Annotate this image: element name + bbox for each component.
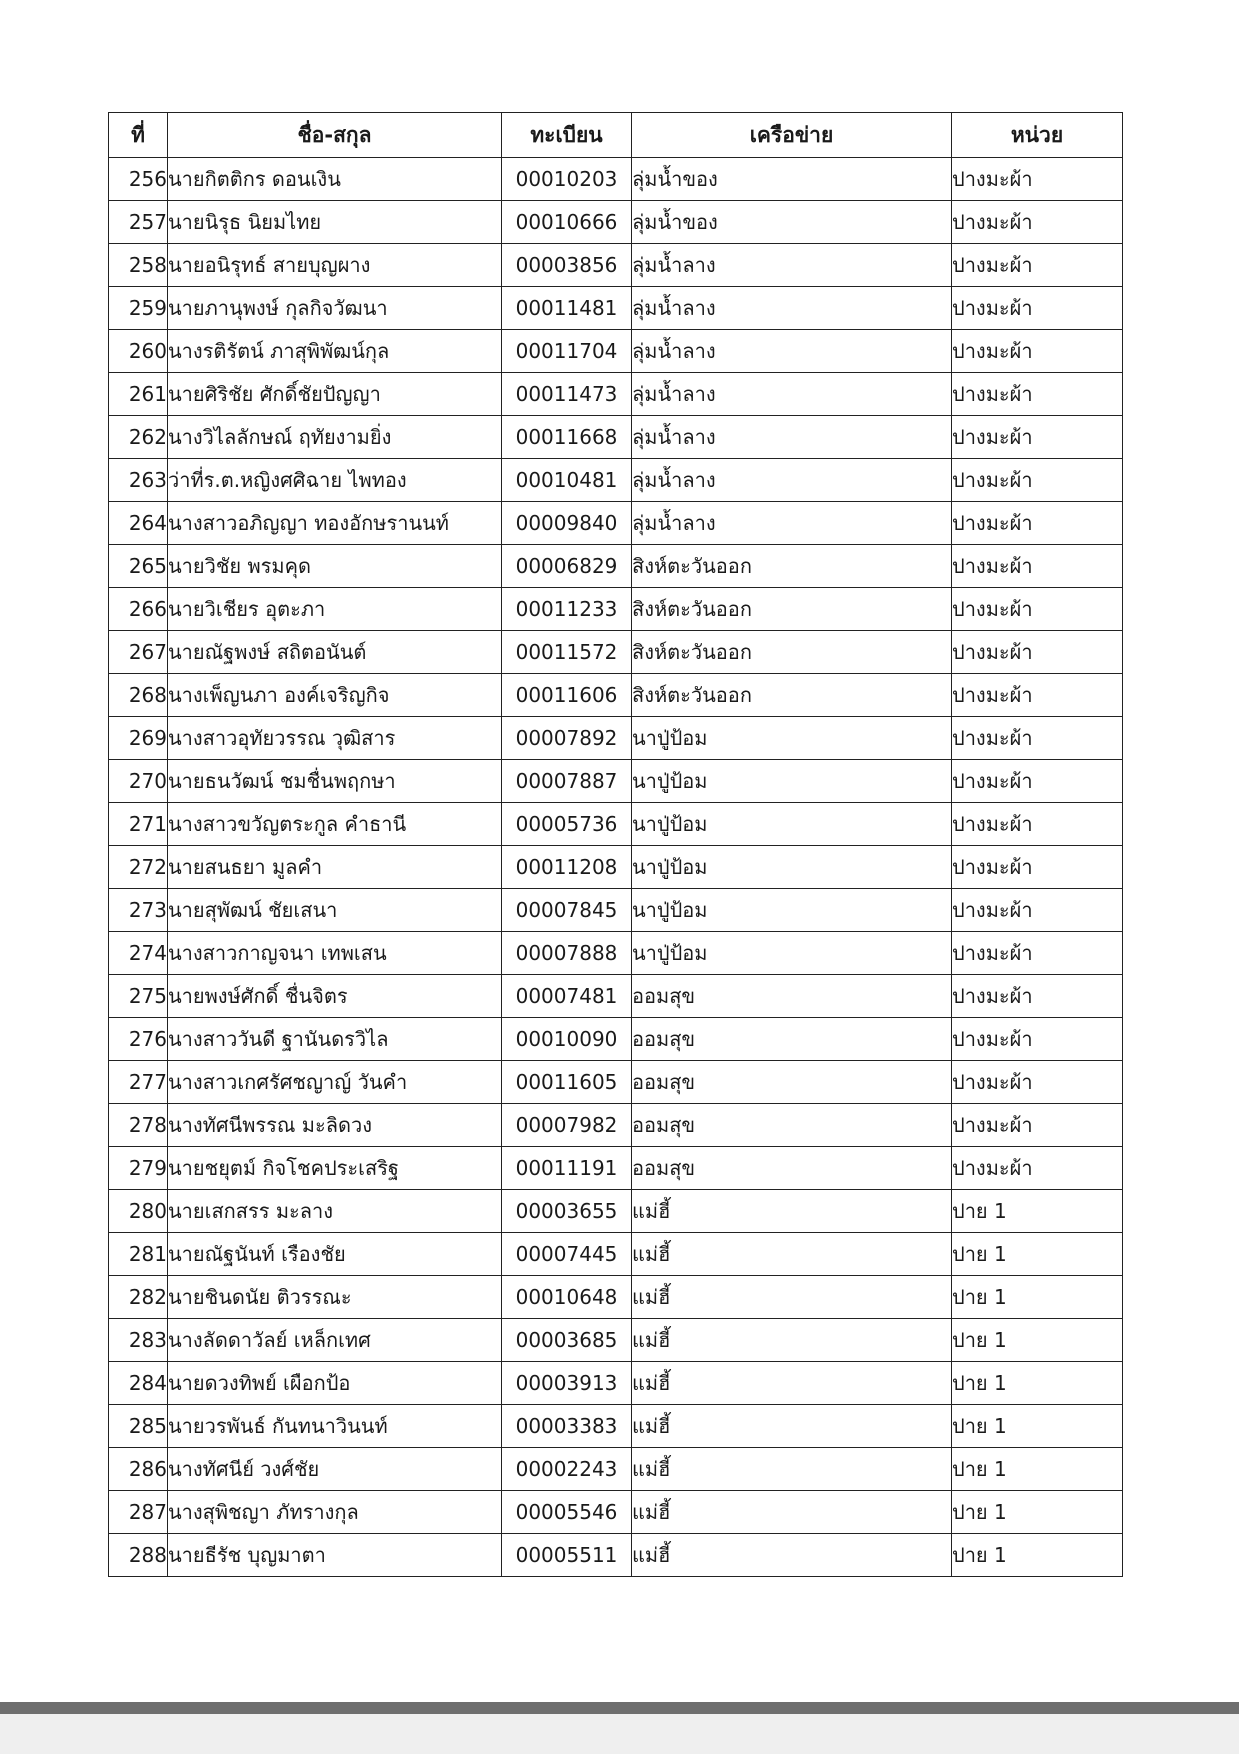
- cell-name: นางทัศนีย์ วงศ์ชัย: [168, 1448, 502, 1491]
- cell-network: ออมสุข: [632, 1018, 952, 1061]
- cell-reg: 00007445: [502, 1233, 632, 1276]
- cell-reg: 00003655: [502, 1190, 632, 1233]
- table-row: [109, 545, 1123, 588]
- cell-reg: 00009840: [502, 502, 632, 545]
- cell-reg: 00010666: [502, 201, 632, 244]
- cell-reg: 00005511: [502, 1534, 632, 1577]
- cell-network: นาปู่ป้อม: [632, 889, 952, 932]
- cell-name: นายชยุตม์ กิจโชคประเสริฐ: [168, 1147, 502, 1190]
- cell-network: สิงห์ตะวันออก: [632, 631, 952, 674]
- cell-name: นายธนวัฒน์ ชมชื่นพฤกษา: [168, 760, 502, 803]
- cell-no: 286: [109, 1448, 168, 1491]
- cell-reg: 00005736: [502, 803, 632, 846]
- cell-no: 280: [109, 1190, 168, 1233]
- table-row: [109, 932, 1123, 975]
- cell-name: นางวิไลลักษณ์ ฤทัยงามยิ่ง: [168, 416, 502, 459]
- cell-reg: 00007892: [502, 717, 632, 760]
- table-row: [109, 416, 1123, 459]
- cell-no: 261: [109, 373, 168, 416]
- cell-network: นาปู่ป้อม: [632, 803, 952, 846]
- cell-network: ลุ่มน้ำของ: [632, 201, 952, 244]
- cell-network: แม่ฮี้: [632, 1362, 952, 1405]
- cell-name: นางสุพิชญา ภัทรางกุล: [168, 1491, 502, 1534]
- table-row: [109, 373, 1123, 416]
- cell-reg: 00011481: [502, 287, 632, 330]
- cell-name: นายณัฐพงษ์ สถิตอนันต์: [168, 631, 502, 674]
- table-row: [109, 717, 1123, 760]
- scan-edge-margin: [0, 1714, 1239, 1754]
- table-row: [109, 803, 1123, 846]
- table-row: [109, 1405, 1123, 1448]
- cell-reg: 00002243: [502, 1448, 632, 1491]
- table-row: [109, 244, 1123, 287]
- cell-no: 262: [109, 416, 168, 459]
- table-row: [109, 674, 1123, 717]
- cell-name: นางลัดดาวัลย์ เหล็กเทศ: [168, 1319, 502, 1362]
- cell-unit: ปาย 1: [952, 1448, 1123, 1491]
- table-row: [109, 588, 1123, 631]
- cell-unit: ปางมะผ้า: [952, 244, 1123, 287]
- header-unit: หน่วย: [952, 113, 1123, 158]
- cell-name: นายวรพันธ์ กันทนาวินนท์: [168, 1405, 502, 1448]
- table-header: [109, 113, 1123, 158]
- table-body: [109, 158, 1123, 1577]
- cell-reg: 00003685: [502, 1319, 632, 1362]
- scan-edge-bar: [0, 1702, 1239, 1714]
- cell-network: แม่ฮี้: [632, 1190, 952, 1233]
- header-no: ที่: [109, 113, 168, 158]
- cell-name: นายดวงทิพย์ เผือกป้อ: [168, 1362, 502, 1405]
- cell-name: นางรติรัตน์ ภาสุพิพัฒน์กุล: [168, 330, 502, 373]
- cell-network: ออมสุข: [632, 1147, 952, 1190]
- cell-unit: ปางมะผ้า: [952, 631, 1123, 674]
- cell-no: 258: [109, 244, 168, 287]
- cell-name: นางทัศนีพรรณ มะลิดวง: [168, 1104, 502, 1147]
- cell-network: แม่ฮี้: [632, 1534, 952, 1577]
- cell-unit: ปาย 1: [952, 1491, 1123, 1534]
- cell-no: 264: [109, 502, 168, 545]
- header-name: ชื่อ-สกุล: [168, 113, 502, 158]
- cell-no: 270: [109, 760, 168, 803]
- cell-reg: 00007887: [502, 760, 632, 803]
- cell-name: นางสาวกาญจนา เทพเสน: [168, 932, 502, 975]
- cell-name: นายธีรัช บุญมาตา: [168, 1534, 502, 1577]
- table-row: [109, 1147, 1123, 1190]
- cell-name: นางสาวอุทัยวรรณ วุฒิสาร: [168, 717, 502, 760]
- cell-reg: 00005546: [502, 1491, 632, 1534]
- cell-network: นาปู่ป้อม: [632, 760, 952, 803]
- cell-unit: ปางมะผ้า: [952, 1061, 1123, 1104]
- cell-unit: ปาย 1: [952, 1233, 1123, 1276]
- cell-reg: 00011605: [502, 1061, 632, 1104]
- cell-unit: ปางมะผ้า: [952, 717, 1123, 760]
- header-row: [109, 113, 1123, 158]
- table-row: [109, 1491, 1123, 1534]
- cell-network: ลุ่มน้ำลาง: [632, 416, 952, 459]
- table-row: [109, 631, 1123, 674]
- cell-name: นายศิริชัย ศักดิ์ชัยปัญญา: [168, 373, 502, 416]
- cell-network: ลุ่มน้ำลาง: [632, 373, 952, 416]
- cell-reg: 00010648: [502, 1276, 632, 1319]
- cell-unit: ปางมะผ้า: [952, 502, 1123, 545]
- cell-no: 269: [109, 717, 168, 760]
- cell-name: นายเสกสรร มะลาง: [168, 1190, 502, 1233]
- cell-reg: 00011704: [502, 330, 632, 373]
- cell-unit: ปางมะผ้า: [952, 846, 1123, 889]
- cell-unit: ปางมะผ้า: [952, 1147, 1123, 1190]
- cell-reg: 00007982: [502, 1104, 632, 1147]
- cell-no: 277: [109, 1061, 168, 1104]
- cell-no: 272: [109, 846, 168, 889]
- table-row: [109, 760, 1123, 803]
- cell-unit: ปาย 1: [952, 1319, 1123, 1362]
- cell-no: 285: [109, 1405, 168, 1448]
- cell-network: นาปู่ป้อม: [632, 932, 952, 975]
- cell-no: 278: [109, 1104, 168, 1147]
- cell-name: นายสนธยา มูลคำ: [168, 846, 502, 889]
- cell-network: สิงห์ตะวันออก: [632, 588, 952, 631]
- cell-reg: 00003856: [502, 244, 632, 287]
- cell-no: 265: [109, 545, 168, 588]
- table-row: [109, 1233, 1123, 1276]
- cell-reg: 00003913: [502, 1362, 632, 1405]
- cell-no: 288: [109, 1534, 168, 1577]
- cell-unit: ปางมะผ้า: [952, 416, 1123, 459]
- cell-name: นายวิเชียร อุตะภา: [168, 588, 502, 631]
- cell-network: แม่ฮี้: [632, 1319, 952, 1362]
- cell-network: ลุ่มน้ำลาง: [632, 459, 952, 502]
- cell-network: ออมสุข: [632, 1061, 952, 1104]
- cell-no: 287: [109, 1491, 168, 1534]
- cell-name: ว่าที่ร.ต.หญิงศศิฉาย ไพทอง: [168, 459, 502, 502]
- table-row: [109, 1018, 1123, 1061]
- table-row: [109, 330, 1123, 373]
- cell-network: ลุ่มน้ำลาง: [632, 502, 952, 545]
- table-row: [109, 1534, 1123, 1577]
- cell-network: นาปู่ป้อม: [632, 717, 952, 760]
- cell-network: ลุ่มน้ำลาง: [632, 244, 952, 287]
- cell-network: นาปู่ป้อม: [632, 846, 952, 889]
- cell-unit: ปาย 1: [952, 1362, 1123, 1405]
- cell-unit: ปางมะผ้า: [952, 1018, 1123, 1061]
- cell-unit: ปาย 1: [952, 1190, 1123, 1233]
- cell-unit: ปางมะผ้า: [952, 373, 1123, 416]
- table-row: [109, 1190, 1123, 1233]
- cell-reg: 00011606: [502, 674, 632, 717]
- cell-reg: 00011233: [502, 588, 632, 631]
- cell-network: ลุ่มน้ำลาง: [632, 330, 952, 373]
- cell-unit: ปางมะผ้า: [952, 459, 1123, 502]
- cell-network: แม่ฮี้: [632, 1233, 952, 1276]
- table-row: [109, 502, 1123, 545]
- cell-network: ลุ่มน้ำลาง: [632, 287, 952, 330]
- cell-no: 275: [109, 975, 168, 1018]
- cell-reg: 00011191: [502, 1147, 632, 1190]
- cell-name: นายพงษ์ศักดิ์ ชื่นจิตร: [168, 975, 502, 1018]
- cell-name: นายนิรุธ นิยมไทย: [168, 201, 502, 244]
- header-network: เครือข่าย: [632, 113, 952, 158]
- table-row: [109, 889, 1123, 932]
- cell-reg: 00010481: [502, 459, 632, 502]
- cell-name: นายวิชัย พรมคุด: [168, 545, 502, 588]
- cell-reg: 00007888: [502, 932, 632, 975]
- cell-unit: ปางมะผ้า: [952, 158, 1123, 201]
- cell-unit: ปางมะผ้า: [952, 760, 1123, 803]
- table-row: [109, 846, 1123, 889]
- cell-no: 266: [109, 588, 168, 631]
- cell-reg: 00007481: [502, 975, 632, 1018]
- cell-unit: ปางมะผ้า: [952, 889, 1123, 932]
- cell-reg: 00006829: [502, 545, 632, 588]
- cell-reg: 00007845: [502, 889, 632, 932]
- cell-no: 279: [109, 1147, 168, 1190]
- cell-name: นายอนิรุทธ์ สายบุญผาง: [168, 244, 502, 287]
- cell-name: นายณัฐนันท์ เรืองชัย: [168, 1233, 502, 1276]
- table-row: [109, 1276, 1123, 1319]
- cell-no: 282: [109, 1276, 168, 1319]
- cell-reg: 00011208: [502, 846, 632, 889]
- cell-unit: ปาย 1: [952, 1276, 1123, 1319]
- table-row: [109, 1104, 1123, 1147]
- cell-reg: 00003383: [502, 1405, 632, 1448]
- cell-no: 284: [109, 1362, 168, 1405]
- cell-no: 256: [109, 158, 168, 201]
- cell-no: 268: [109, 674, 168, 717]
- cell-no: 259: [109, 287, 168, 330]
- cell-network: แม่ฮี้: [632, 1448, 952, 1491]
- table-row: [109, 158, 1123, 201]
- cell-unit: ปางมะผ้า: [952, 588, 1123, 631]
- cell-unit: ปางมะผ้า: [952, 932, 1123, 975]
- cell-network: แม่ฮี้: [632, 1405, 952, 1448]
- cell-name: นายกิตติกร ดอนเงิน: [168, 158, 502, 201]
- cell-no: 260: [109, 330, 168, 373]
- cell-unit: ปางมะผ้า: [952, 803, 1123, 846]
- cell-reg: 00011473: [502, 373, 632, 416]
- cell-name: นางสาวขวัญตระกูล คำธานี: [168, 803, 502, 846]
- cell-name: นายชินดนัย ติวรรณะ: [168, 1276, 502, 1319]
- cell-unit: ปางมะผ้า: [952, 330, 1123, 373]
- cell-name: นายสุพัฒน์ ชัยเสนา: [168, 889, 502, 932]
- cell-name: นางสาววันดี ฐานันดรวิไล: [168, 1018, 502, 1061]
- cell-unit: ปาย 1: [952, 1405, 1123, 1448]
- table-row: [109, 1448, 1123, 1491]
- cell-name: นายภานุพงษ์ กุลกิจวัฒนา: [168, 287, 502, 330]
- table-row: [109, 1061, 1123, 1104]
- cell-network: สิงห์ตะวันออก: [632, 545, 952, 588]
- cell-network: แม่ฮี้: [632, 1276, 952, 1319]
- cell-network: ลุ่มน้ำของ: [632, 158, 952, 201]
- cell-reg: 00011572: [502, 631, 632, 674]
- cell-reg: 00010203: [502, 158, 632, 201]
- table-row: [109, 201, 1123, 244]
- table-row: [109, 975, 1123, 1018]
- cell-no: 257: [109, 201, 168, 244]
- table-row: [109, 287, 1123, 330]
- table-row: [109, 1319, 1123, 1362]
- cell-network: ออมสุข: [632, 1104, 952, 1147]
- cell-name: นางสาวอภิญญา ทองอักษรานนท์: [168, 502, 502, 545]
- roster-table: [108, 112, 1123, 1577]
- cell-network: ออมสุข: [632, 975, 952, 1018]
- cell-no: 276: [109, 1018, 168, 1061]
- header-reg: ทะเบียน: [502, 113, 632, 158]
- cell-unit: ปางมะผ้า: [952, 1104, 1123, 1147]
- cell-unit: ปางมะผ้า: [952, 545, 1123, 588]
- cell-name: นางเพ็ญนภา องค์เจริญกิจ: [168, 674, 502, 717]
- table-row: [109, 1362, 1123, 1405]
- cell-no: 267: [109, 631, 168, 674]
- cell-name: นางสาวเกศรัศชญาญ์ วันคำ: [168, 1061, 502, 1104]
- cell-no: 283: [109, 1319, 168, 1362]
- cell-no: 273: [109, 889, 168, 932]
- cell-unit: ปาย 1: [952, 1534, 1123, 1577]
- cell-network: แม่ฮี้: [632, 1491, 952, 1534]
- table-row: [109, 459, 1123, 502]
- cell-unit: ปางมะผ้า: [952, 975, 1123, 1018]
- cell-no: 263: [109, 459, 168, 502]
- cell-no: 281: [109, 1233, 168, 1276]
- cell-unit: ปางมะผ้า: [952, 287, 1123, 330]
- cell-unit: ปางมะผ้า: [952, 674, 1123, 717]
- cell-unit: ปางมะผ้า: [952, 201, 1123, 244]
- cell-no: 271: [109, 803, 168, 846]
- cell-no: 274: [109, 932, 168, 975]
- cell-reg: 00011668: [502, 416, 632, 459]
- cell-network: สิงห์ตะวันออก: [632, 674, 952, 717]
- cell-reg: 00010090: [502, 1018, 632, 1061]
